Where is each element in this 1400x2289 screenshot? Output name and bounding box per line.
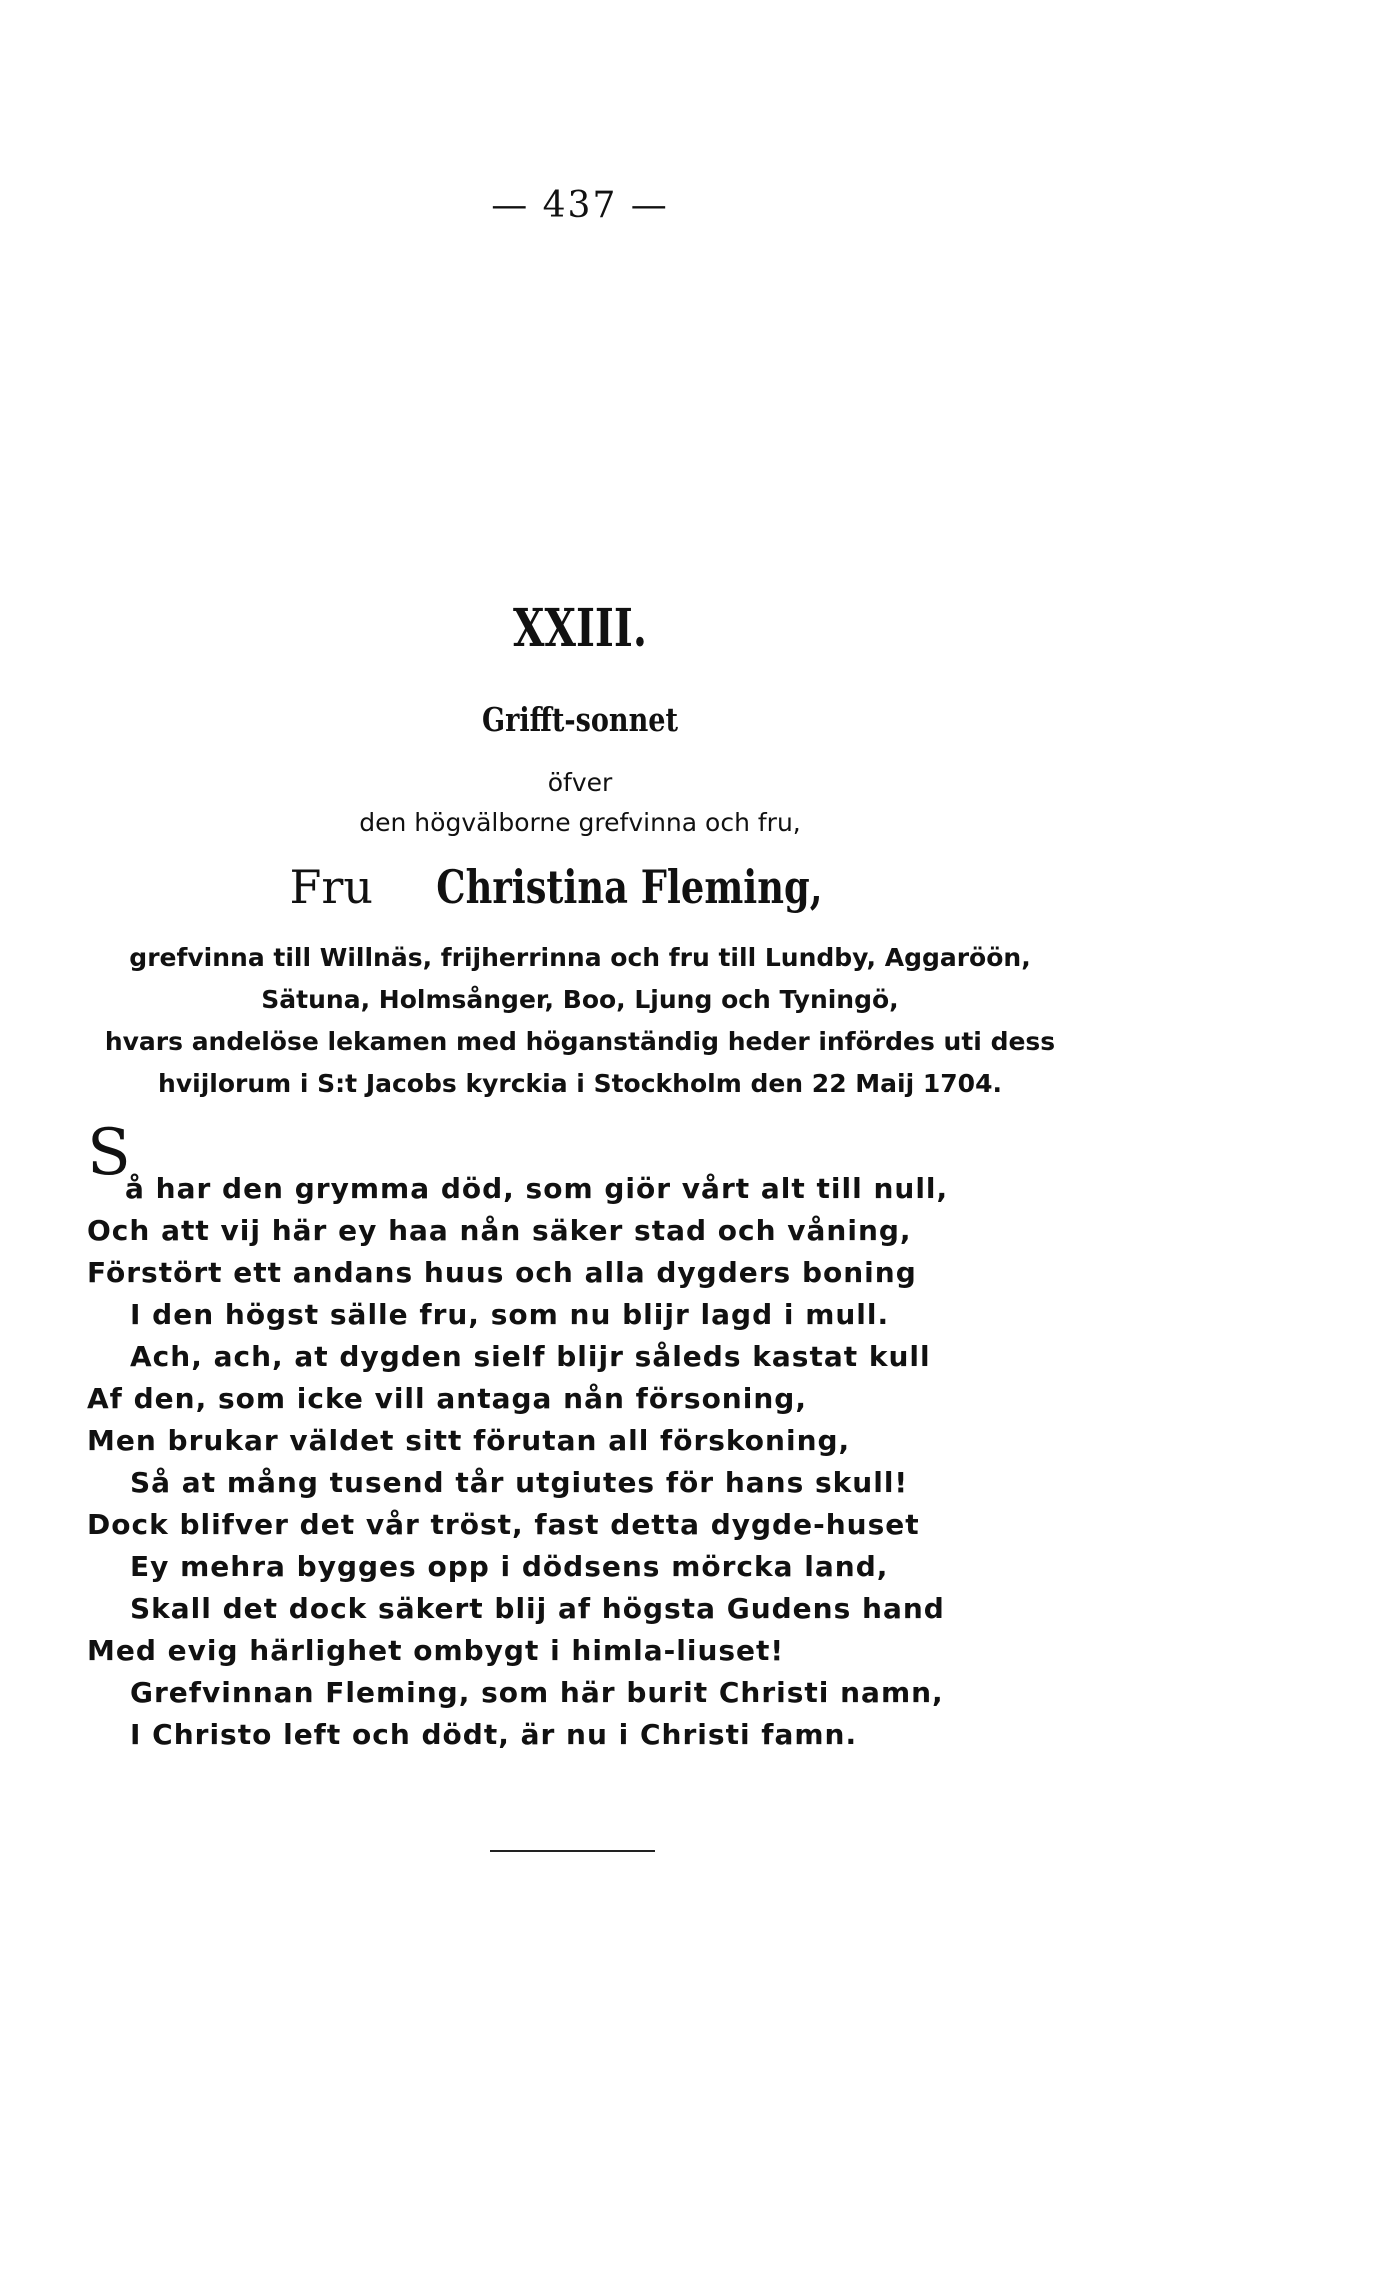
poem-line: Men brukar väldet sitt förutan all förskoning, bbox=[87, 1424, 851, 1457]
poem-line: Så at mång tusend tår utgiutes för hans skull! bbox=[130, 1466, 909, 1499]
description-line: hvijlorum i S:t Jacobs kyrckia i Stockholm den 22 Maij 1704. bbox=[158, 1069, 1002, 1098]
poem-line: I Christo left och dödt, är nu i Christi famn. bbox=[130, 1718, 858, 1751]
poem-line: Förstört ett andans huus och alla dygders boning bbox=[87, 1256, 917, 1289]
poem-line: Med evig härlighet ombygt i himla-liuset! bbox=[87, 1634, 785, 1667]
subject-prefix: Fru bbox=[289, 860, 374, 914]
poem-line: Dock blifver det vår tröst, fast detta dygde-huset bbox=[87, 1508, 920, 1541]
poem-line: Ey mehra bygges opp i dödsens mörcka land, bbox=[130, 1550, 889, 1583]
description-line: Sätuna, Holmsånger, Boo, Ljung och Tyningö, bbox=[261, 985, 899, 1014]
poem-line: Skall det dock säkert blij af högsta Gudens hand bbox=[130, 1592, 945, 1625]
chapter-heading: XXIII. bbox=[513, 598, 647, 659]
poem-line: Af den, som icke vill antaga nån försoning, bbox=[87, 1382, 807, 1415]
poem-genre-title: Grifft-sonnet bbox=[482, 700, 678, 739]
poem-line: I den högst sälle fru, som nu blijr lagd i mull. bbox=[130, 1298, 890, 1331]
poem-line: å har den grymma död, som giör vårt alt till null, bbox=[125, 1172, 949, 1205]
poem-line: Ach, ach, at dygden sielf blijr såleds kastat kull bbox=[130, 1340, 931, 1373]
dedication-line: den högvälborne grefvinna och fru, bbox=[359, 808, 801, 837]
preposition-line: öfver bbox=[547, 768, 613, 797]
subject-name: Christina Fleming, bbox=[435, 860, 823, 914]
closing-rule bbox=[490, 1850, 655, 1852]
drop-cap: S bbox=[87, 1116, 132, 1190]
description-line: hvars andelöse lekamen med höganständig heder infördes uti dess bbox=[104, 1027, 1056, 1056]
poem-line: Och att vij här ey haa nån säker stad och våning, bbox=[87, 1214, 912, 1247]
description-line: grefvinna till Willnäs, frijherrinna och fru till Lundby, Aggaröön, bbox=[129, 943, 1031, 972]
subject-name-heading bbox=[0, 860, 1160, 914]
poem-line: Grefvinnan Fleming, som här burit Christi namn, bbox=[130, 1676, 944, 1709]
page-number: — 437 — bbox=[491, 185, 669, 226]
